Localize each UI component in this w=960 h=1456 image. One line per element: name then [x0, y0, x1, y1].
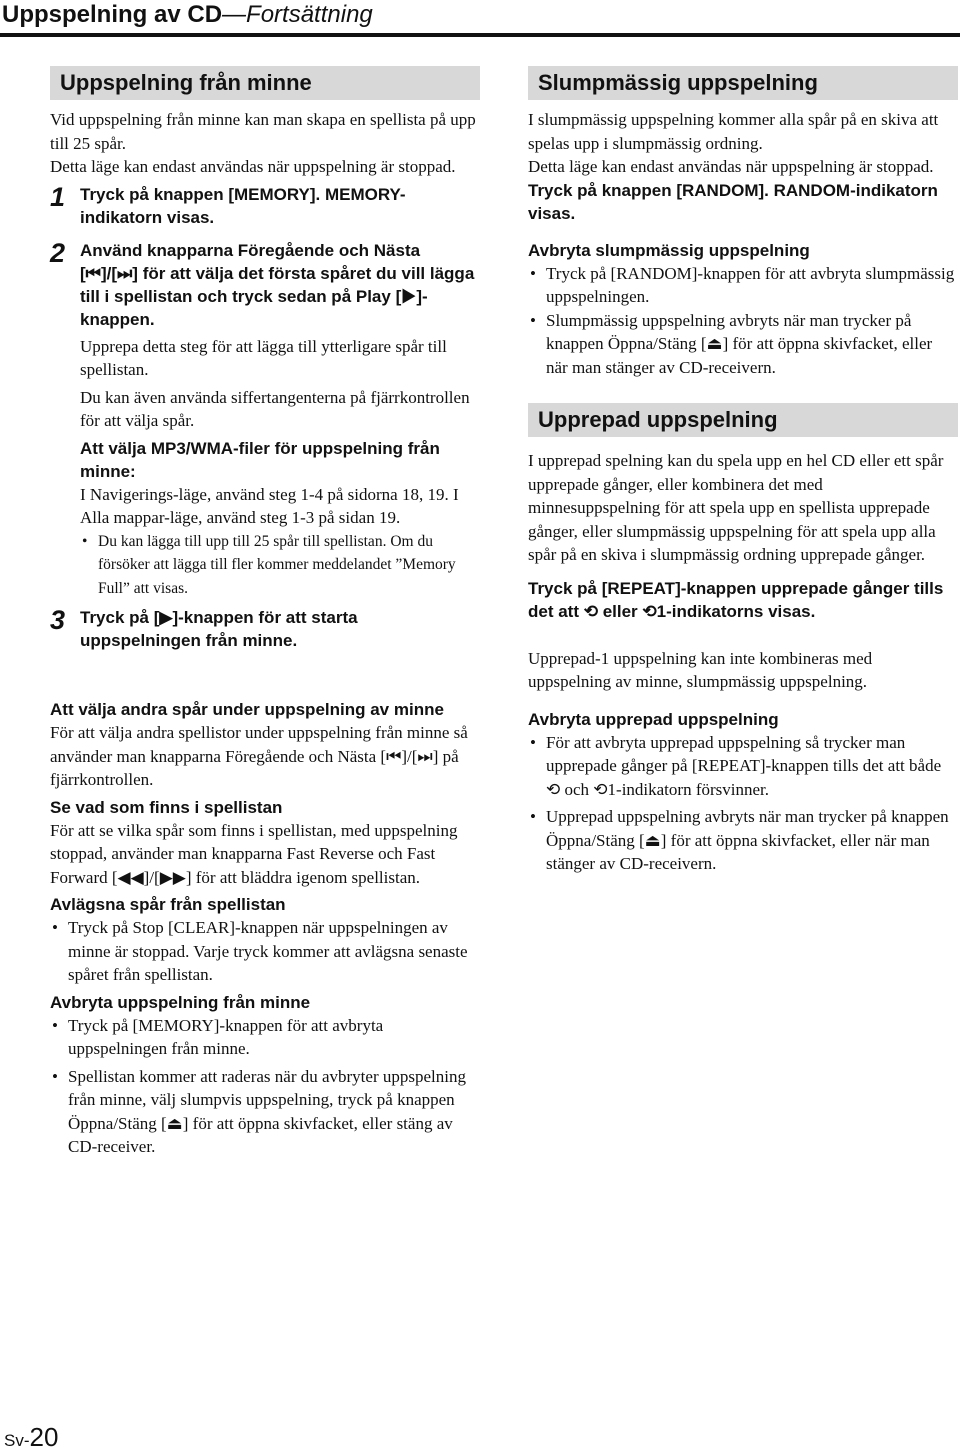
step-3-number: 3	[50, 605, 66, 635]
step-1-number: 1	[50, 181, 66, 212]
memory-intro-1: Vid uppspelning från minne kan man skapa en spellista på upp till 25 spår.	[50, 110, 476, 153]
repeat-note: Upprepad-1 uppspelning kan inte kombineras med uppspelning av minne, slumpmässig uppspelning.	[528, 648, 873, 691]
repeat-cancel-bullet-2: • Upprepad uppspelning avbryts när man trycker på knappen Öppna/Stäng [⏏] för att öppna skivfacket, eller när man stänger av CD-receivern.	[528, 805, 958, 876]
step-1-text: Tryck på knappen [MEMORY]. MEMORY-indikatorn visas.	[80, 184, 406, 227]
section-heading-random-playback: Slumpmässig uppspelning	[528, 66, 958, 100]
random-cancel-bullet-2: • Slumpmässig uppspelning avbryts när man trycker på knappen Öppna/Stäng [⏏] för att öppna skivfacket, eller när man stänger av CD-receivern.	[528, 309, 958, 380]
page-title-main: Uppspelning av CD	[2, 1, 223, 28]
step-2	[50, 239, 480, 601]
mp3-bullet: • Du kan lägga till upp till 25 spår till spellistan. Om du försöker att lägga till fler kommer meddelandet ”Memory Full” att visas.	[80, 530, 480, 601]
right-column	[528, 66, 958, 876]
section-heading-repeat-playback: Upprepad uppspelning	[528, 403, 958, 437]
step-2-note-2: Du kan även använda siffertangenterna på fjärrkontrollen för att välja spår.	[80, 387, 470, 430]
random-instruction: Tryck på knappen [RANDOM]. RANDOM-indikatorn visas.	[528, 180, 938, 223]
repeat-instruction: Tryck på [REPEAT]-knappen upprepade gånger tills det att ⟲ eller ⟲1-indikatorns visas.	[528, 578, 944, 621]
page-title	[2, 0, 373, 30]
remove-heading: Avlägsna spår från spellistan	[50, 895, 286, 914]
cancel-memory-bullet-1: • Tryck på [MEMORY]-knappen för att avbryta uppspelningen från minne.	[50, 1014, 480, 1061]
see-list-text: För att se vilka spår som finns i spellistan, med uppspelning stoppad, använder man knapparna Fast Reverse och Fast Forward [◀◀]/[▶▶] för att bläddra igenom spellistan.	[50, 820, 458, 887]
random-intro-2: Detta läge kan endast användas när uppspelning är stoppad.	[528, 157, 934, 176]
step-3	[50, 606, 480, 652]
page-title-sub: —Fortsättning	[222, 1, 373, 28]
cancel-memory-bullet-2: • Spellistan kommer att raderas när du avbryter uppspelning från minne, välj slumpvis uppspelning, tryck på knappen Öppna/Stäng [⏏] för att öppna skivfacket, eller stäng av CD-receiver.	[50, 1065, 480, 1159]
section-heading-memory-playback: Uppspelning från minne	[50, 66, 480, 100]
step-1	[50, 183, 480, 229]
see-list-heading: Se vad som finns i spellistan	[50, 797, 283, 817]
page-number-prefix: Sv-	[4, 1431, 30, 1450]
left-column	[50, 66, 480, 1159]
repeat-intro: I upprepad spelning kan du spela upp en hel CD eller ett spår upprepade gånger, eller kombinera det med minnesuppspelning för att spela upp en spellista upprepade gånger, eller slumpmässig uppspelning för att spela upp alla spår på en skiva i slumpmässig ordning upprepade gånger.	[528, 451, 944, 564]
select-other-text: För att välja andra spellistor under uppspelning från minne så använder man knapparna Föregående och Nästa [⏮]/[⏭] på fjärrkontrollen.	[50, 723, 468, 789]
memory-intro-2: Detta läge kan endast användas när uppspelning är stoppad.	[50, 157, 456, 176]
repeat-cancel-bullet-1: • För att avbryta upprepad uppspelning så trycker man upprepade gånger på [REPEAT]-knappen tills det att både ⟲ och ⟲1-indikatorn försvinner.	[528, 731, 958, 802]
page-number	[4, 1422, 58, 1456]
mp3-text: I Navigerings-läge, använd steg 1-4 på sidorna 18, 19. I Alla mappar-läge, använd steg 1-3 på sidan 19.	[80, 484, 459, 527]
step-2-text: Använd knapparna Föregående och Nästa [⏮]/[⏭] för att välja det första spåret du vill lägga till i spellistan och tryck sedan på Play [▶]-knappen.	[80, 240, 475, 329]
remove-bullet-1: • Tryck på Stop [CLEAR]-knappen när uppspelningen av minne är stoppad. Varje tryck kommer att avlägsna senaste spåret från spellistan.	[50, 916, 480, 987]
page-number-value: 20	[29, 1422, 59, 1452]
title-rule	[0, 33, 960, 37]
mp3-heading: Att välja MP3/WMA-filer för uppspelning från minne:	[80, 438, 440, 481]
step-2-number: 2	[50, 237, 66, 268]
random-cancel-bullet-1: • Tryck på [RANDOM]-knappen för att avbryta slumpmässig uppspelningen.	[528, 262, 958, 309]
step-2-note-1: Upprepa detta steg för att lägga till ytterligare spår till spellistan.	[80, 336, 447, 379]
step-3-text: Tryck på [▶]-knappen för att starta uppspelningen från minne.	[80, 608, 358, 650]
random-cancel-heading: Avbryta slumpmässig uppspelning	[528, 240, 810, 260]
random-intro-1: I slumpmässig uppspelning kommer alla spår på en skiva att spelas upp i slumpmässig ordning.	[528, 110, 939, 153]
repeat-cancel-heading: Avbryta upprepad uppspelning	[528, 709, 779, 729]
cancel-memory-heading: Avbryta uppspelning från minne	[50, 992, 311, 1012]
select-other-heading: Att välja andra spår under uppspelning av minne	[50, 700, 444, 719]
